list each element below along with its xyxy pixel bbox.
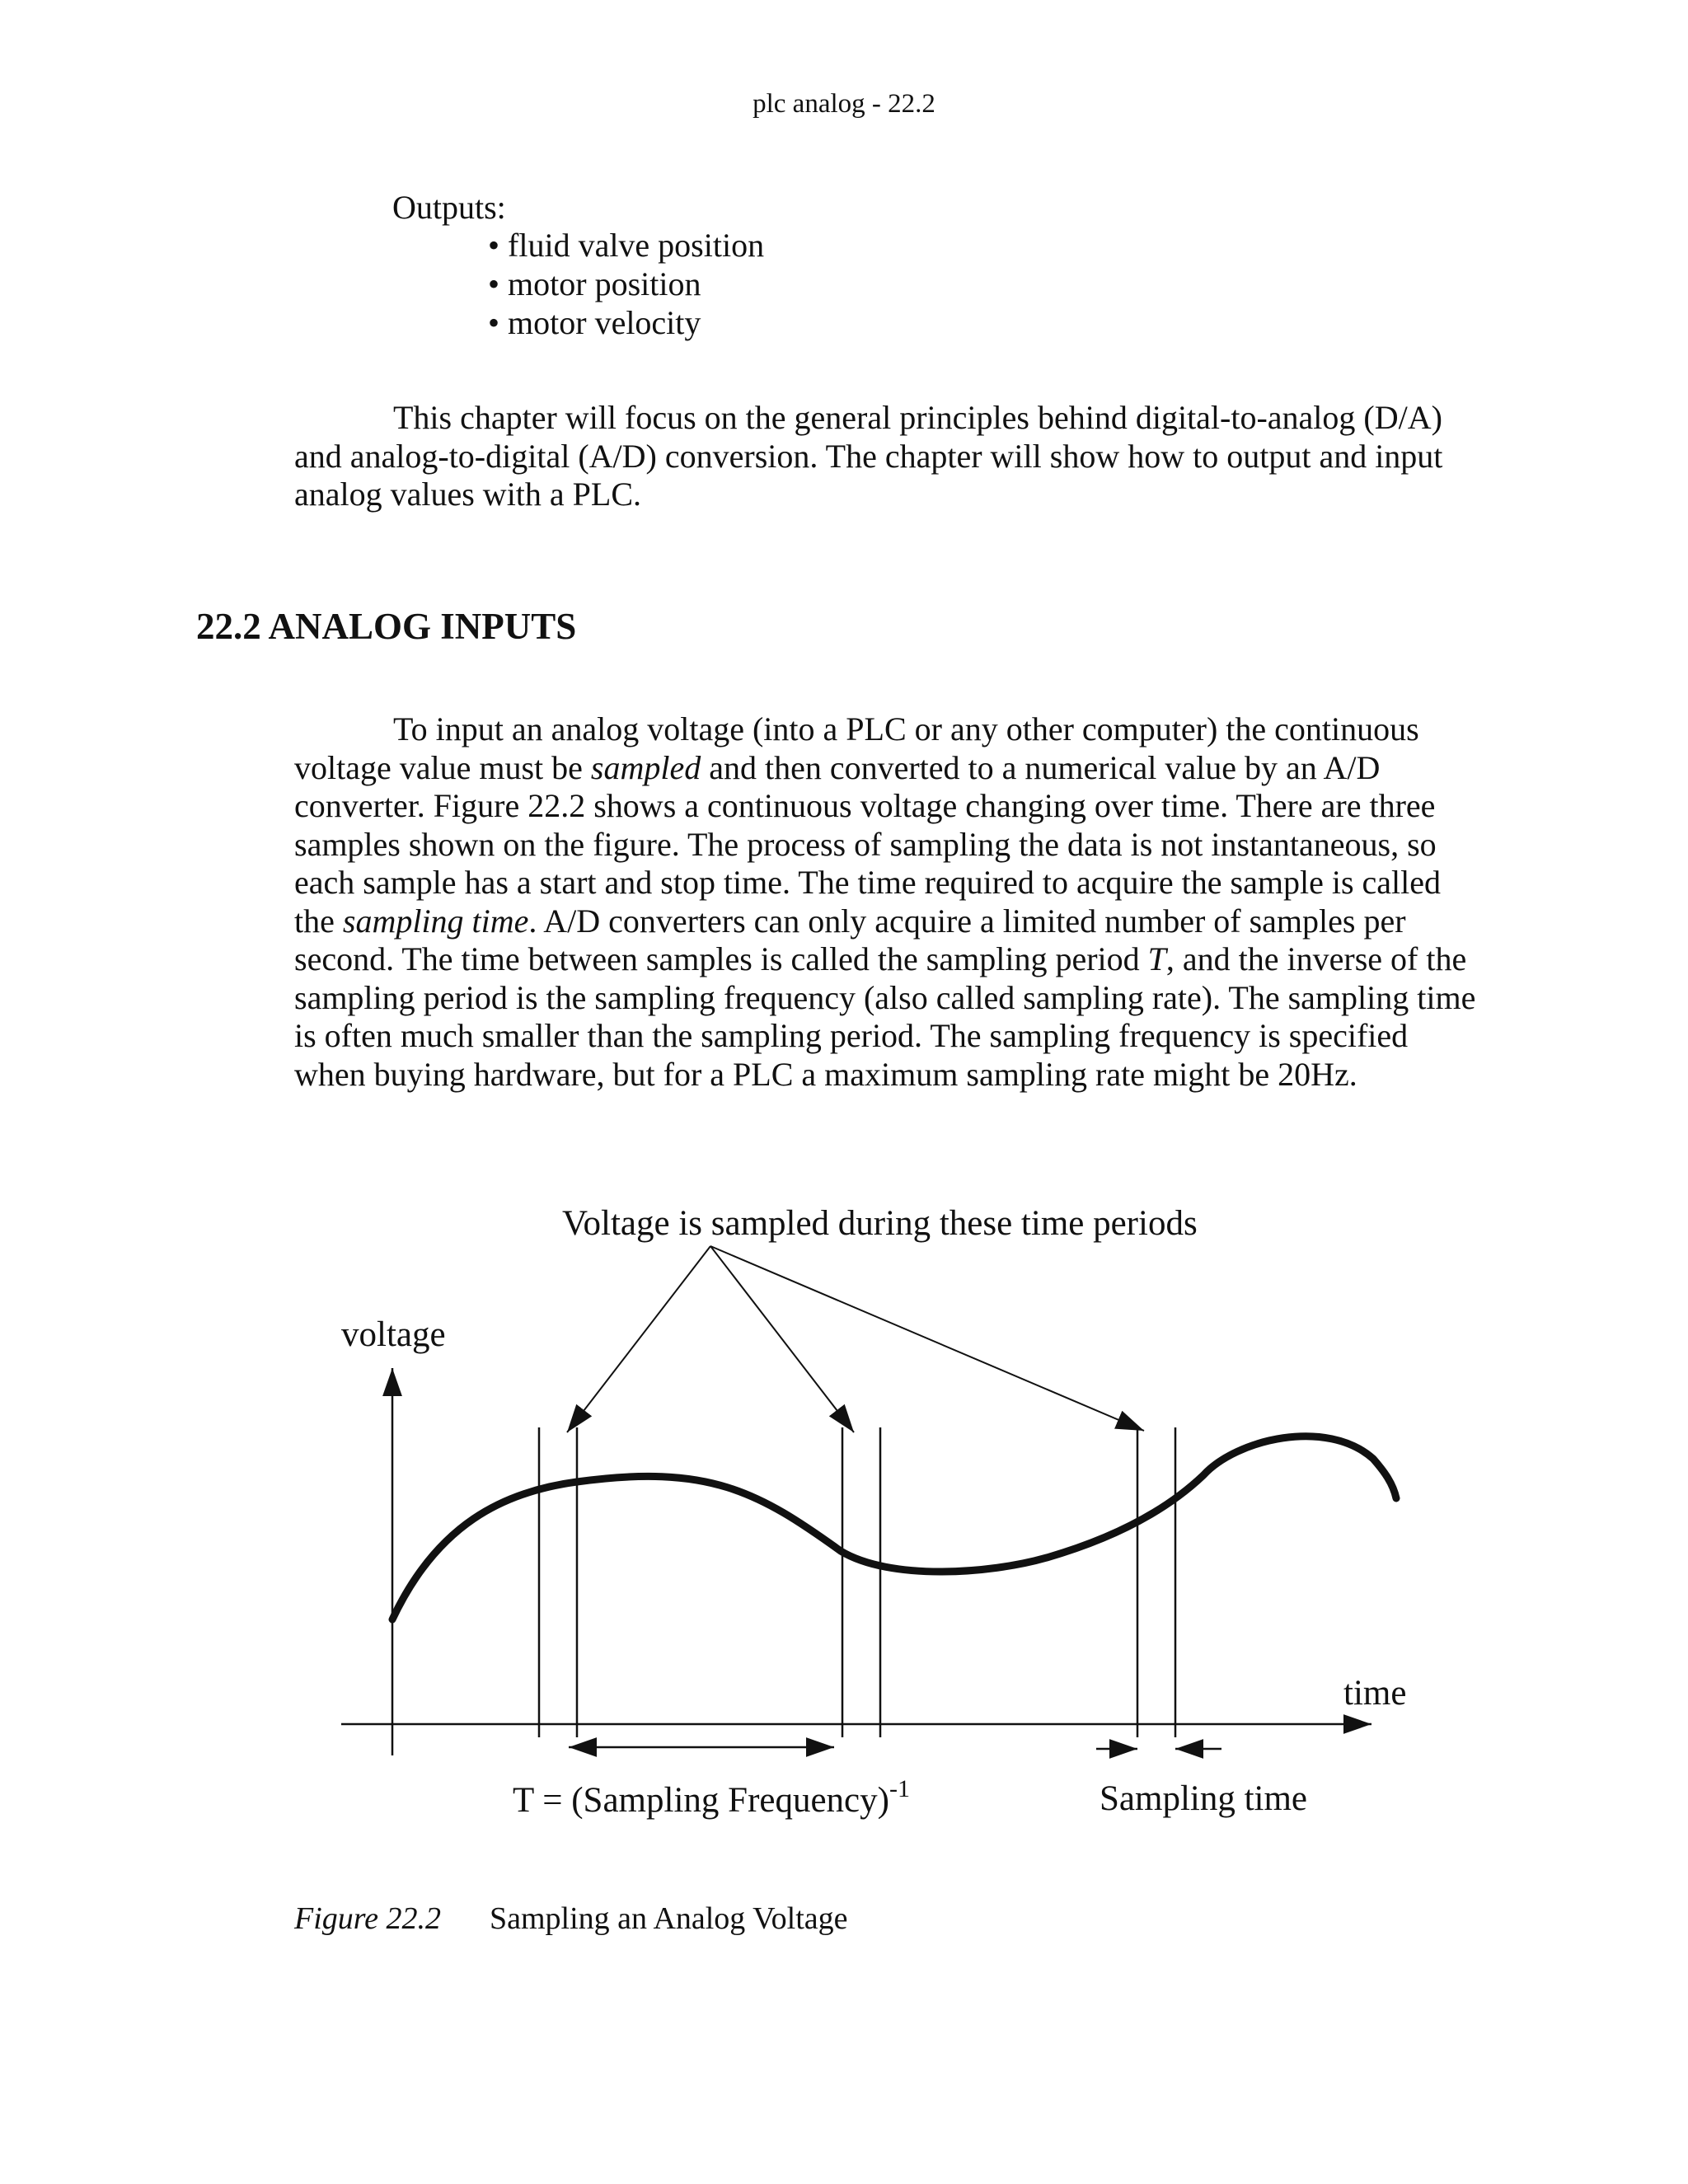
annotation-pointer <box>710 1246 1144 1431</box>
caption-text: Sampling an Analog Voltage <box>490 1901 848 1936</box>
annotation-pointer <box>710 1246 854 1432</box>
x-axis-label: time <box>1343 1674 1407 1713</box>
figure-caption <box>294 1900 848 1937</box>
period-text: T = (Sampling Frequency) <box>513 1781 889 1820</box>
list-item: • motor velocity <box>488 303 764 342</box>
period-exponent: -1 <box>889 1775 910 1802</box>
sampling-time-label: Sampling time <box>1100 1779 1308 1818</box>
section-heading: 22.2 ANALOG INPUTS <box>196 606 577 647</box>
list-item: • motor position <box>488 265 764 303</box>
paragraph-text: , and the inverse of the sampling period is the sampling frequency (also called sampling rate). The sampling time is often much smaller than the sampling period. The sampling frequency is specified when buying hardware, but for a PLC a maximum sampling rate might be 20Hz. <box>294 940 1476 1093</box>
voltage-curve <box>392 1436 1396 1619</box>
annotation-label: Voltage is sampled during these time periods <box>562 1204 1198 1243</box>
paragraph-text: To input an analog voltage (into a PLC or any other computer) the continuous voltage value must be <box>294 710 1419 786</box>
caption-label: Figure 22.2 <box>294 1901 442 1936</box>
emphasis-term: T <box>1147 940 1166 977</box>
emphasis-term: sampling time <box>342 902 529 940</box>
emphasis-term: sampled <box>590 748 701 786</box>
y-axis-label: voltage <box>341 1315 446 1354</box>
list-item: • fluid valve position <box>488 226 764 265</box>
annotation-pointer <box>567 1246 710 1432</box>
period-label <box>513 1775 910 1820</box>
running-header: plc analog - 22.2 <box>753 89 935 119</box>
paragraph-text: and then converted to a numerical value by an A/D converter. Figure 22.2 shows a continuous voltage changing over time. There are three samples shown on the figure. The process of sampling the data is not instantaneous, so each sample has a start and stop time. The time required to acquire the sample is called the <box>294 748 1441 940</box>
paragraph-text: . A/D converters can only acquire a limited number of samples per second. The time between samples is called the sampling period <box>294 902 1406 977</box>
outputs-title: Outputs: <box>392 189 506 226</box>
intro-paragraph: This chapter will focus on the general principles behind digital-to-analog (D/A) and analog-to-digital (A/D) conversion. The chapter will show how to output and input analog values with a PLC. <box>294 399 1443 513</box>
